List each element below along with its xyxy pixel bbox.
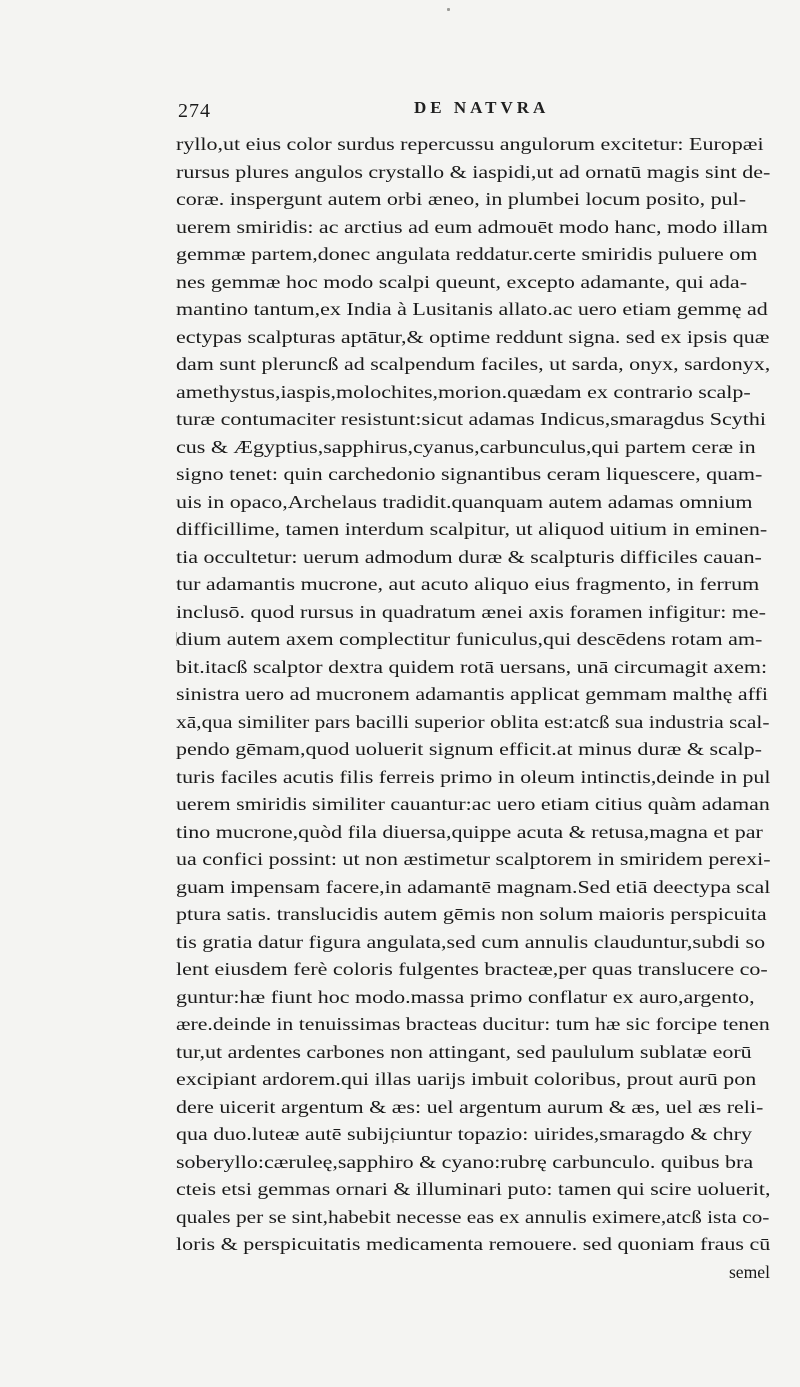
text-line: ptura satis. translucidis autem gēmis non solum maioris perspicuita	[176, 904, 767, 924]
text-line: ua confici possint: ut non æstimetur scalptorem in smiridem perexi-	[176, 849, 771, 869]
running-head: DE NATVRA	[414, 98, 550, 117]
catchword: semel	[728, 1261, 770, 1282]
text-line: uis in opaco,Archelaus tradidit.quanquam autem adamas omnium	[176, 491, 753, 512]
text-line: nes gemmæ hoc modo scalpi queunt, excepto adamante, qui ada-	[176, 271, 748, 292]
text-line: dere uicerit argentum & æs: uel argentum aurum & æs, uel æs reli-	[176, 1096, 764, 1117]
text-line: cteis etsi gemmas ornari & illuminari puto: tamen qui scire uoluerit,	[176, 1179, 771, 1199]
text-line: ryllo,ut eius color surdus repercussu angulorum excitetur: Europæi	[176, 134, 764, 154]
text-line: uerem smiridis: ac arctius ad eum admouēt modo hanc, modo illam	[176, 216, 768, 237]
text-line: lent eiusdem ferè coloris fulgentes bracteæ,per quas translucere co-	[176, 959, 768, 979]
text-line: pendo gēmam,quod uoluerit signum efficit.at minus duræ & scalp-	[176, 739, 762, 759]
text-line: cus & Ægyptius,sapphirus,cyanus,carbunculus,qui partem ceræ in	[176, 436, 756, 457]
text-line: xā,qua similiter pars bacilli superior oblita est:atcß sua industria scal-	[176, 711, 770, 732]
text-line: soberyllo:cæruleę,sapphiro & cyano:rubrę carbunculo. quibus bra	[176, 1151, 754, 1172]
text-line: gemmæ partem,donec angulata reddatur.certe smiridis puluere om	[176, 244, 758, 264]
text-line: tur,ut ardentes carbones non attingant, sed paululum sublatæ eorū	[176, 1041, 752, 1062]
text-line: loris & perspicuitatis medicamenta remouere. sed quoniam fraus cū	[176, 1234, 771, 1254]
page-number: 274	[178, 100, 211, 122]
page-header	[178, 98, 768, 132]
text-line: inclusō. quod rursus in quadratum ænei axis foramen infigitur: me-	[176, 601, 767, 622]
text-line: qua duo.luteæ autē subijciuntur topazio: uirides,smaragdo & chry	[176, 1124, 752, 1144]
text-line: signo tenet: quin carchedonio signantibus ceram liquescere, quam-	[176, 464, 763, 484]
text-line: tia occultetur: uerum admodum duræ & scalpturis difficiles cauan-	[176, 546, 762, 567]
text-line: mantino tantum,ex India à Lusitanis allato.ac uero etiam gemmę ad	[176, 299, 768, 319]
text-line: dium autem axem complectitur funiculus,qui descēdens rotam am-	[176, 629, 763, 649]
text-line: tur adamantis mucrone, aut acuto aliquo eius fragmento, in ferrum	[176, 574, 760, 594]
text-line: sinistra uero ad mucronem adamantis applicat gemmam malthę affi	[176, 684, 768, 704]
text-line: rursus plures angulos crystallo & iaspidi,ut ad ornatū magis sint de-	[176, 161, 771, 182]
text-line: guam impensam facere,in adamantē magnam.Sed etiā deectypa scal	[176, 876, 771, 897]
text-line: ære.deinde in tenuissimas bracteas ducitur: tum hæ sic forcipe tenen	[176, 1014, 770, 1034]
text-line: ectypas scalpturas aptātur,& optime reddunt signa. sed ex ipsis quæ	[176, 326, 770, 347]
paper-speck	[447, 8, 450, 11]
text-line: guntur:hæ fiunt hoc modo.massa primo conflatur ex auro,argento,	[176, 986, 755, 1007]
text-line: difficillime, tamen interdum scalpitur, ut aliquod uitium in eminen-	[176, 519, 768, 539]
text-line: excipiant ardorem.qui illas uarijs imbuit coloribus, prout aurū pon	[176, 1069, 757, 1089]
text-line: uerem smiridis similiter cauantur:ac uero etiam citius quàm adaman	[176, 794, 770, 814]
text-line: coræ. inspergunt autem orbi æneo, in plumbei locum posito, pul-	[176, 189, 747, 209]
text-line: turæ contumaciter resistunt:sicut adamas Indicus,smaragdus Scythi	[176, 409, 766, 429]
text-line: dam sunt pleruncß ad scalpendum faciles, ut sarda, onyx, sardonyx,	[176, 354, 771, 374]
text-line: bit.itacß scalptor dextra quidem rotā uersans, unā circumagit axem:	[176, 656, 768, 677]
text-line: turis faciles acutis filis ferreis primo in oleum intinctis,deinde in pul	[176, 766, 771, 787]
text-line: amethystus,iaspis,molochites,morion.quædam ex contrario scalp-	[176, 381, 751, 402]
text-line: tis gratia datur figura angulata,sed cum annulis clauduntur,subdi so	[176, 931, 766, 952]
body-text	[176, 131, 770, 1286]
text-line: quales per se sint,habebit necesse eas ex annulis eximere,atcß ista co-	[176, 1206, 770, 1227]
text-line: tino mucrone,quòd fila diuersa,quippe acuta & retusa,magna et par	[176, 821, 763, 842]
